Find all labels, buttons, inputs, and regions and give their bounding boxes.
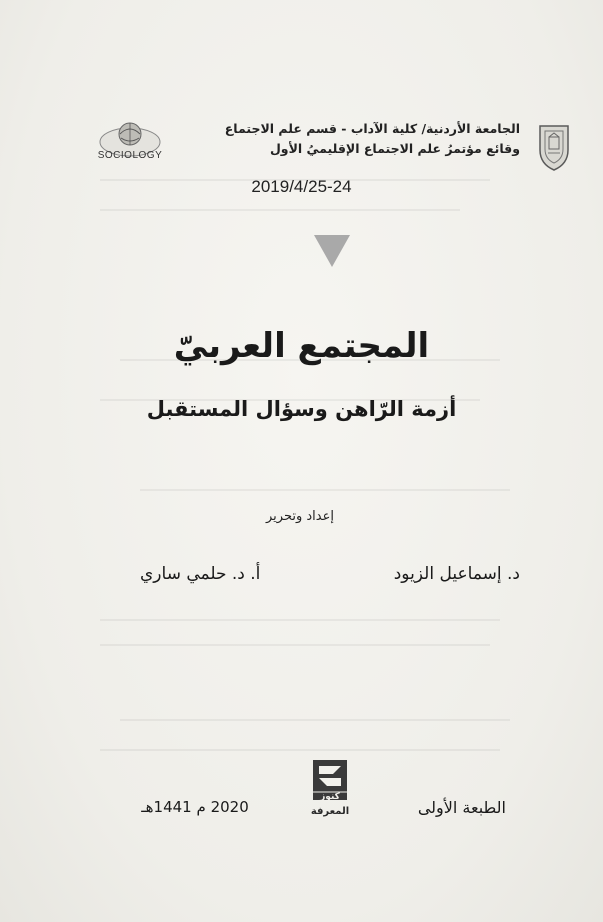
university-crest-icon (536, 120, 572, 172)
book-title: المجتمع العربيّ (173, 326, 430, 366)
edition-label: الطبعة الأولى (417, 798, 506, 817)
bleed-through-texture (60, 100, 560, 860)
author-2: أ. د. حلمي ساري (140, 564, 261, 584)
prepared-by-label: إعداد وتحرير (266, 509, 334, 524)
globe-icon (90, 116, 170, 172)
publisher-logo (305, 752, 355, 822)
institution-line: الجامعة الأردنية/ كلية الآداب - قسم علم الاجتماع (224, 121, 520, 136)
publisher-logo-top-text: كنوز (320, 792, 340, 802)
publisher-book-icon (305, 752, 355, 822)
publication-year: 2020 م 1441هـ (141, 798, 249, 816)
conference-line: وقائع مؤتمرُ علم الاجتماع الإقليميُ الأول (269, 141, 520, 156)
publisher-logo-bottom-text: المعرفة (310, 806, 350, 817)
author-1: د. إسماعيل الزيود (393, 564, 520, 584)
conference-date: 2019/4/25-24 (251, 177, 352, 196)
authors (140, 564, 520, 592)
book-subtitle: أزمة الرّاهن وسؤال المستقبل (146, 397, 457, 421)
sociology-logo (90, 116, 170, 172)
decorative-triangle-icon (314, 235, 350, 267)
sociology-logo-text: SOCIOLOGY (97, 150, 163, 161)
